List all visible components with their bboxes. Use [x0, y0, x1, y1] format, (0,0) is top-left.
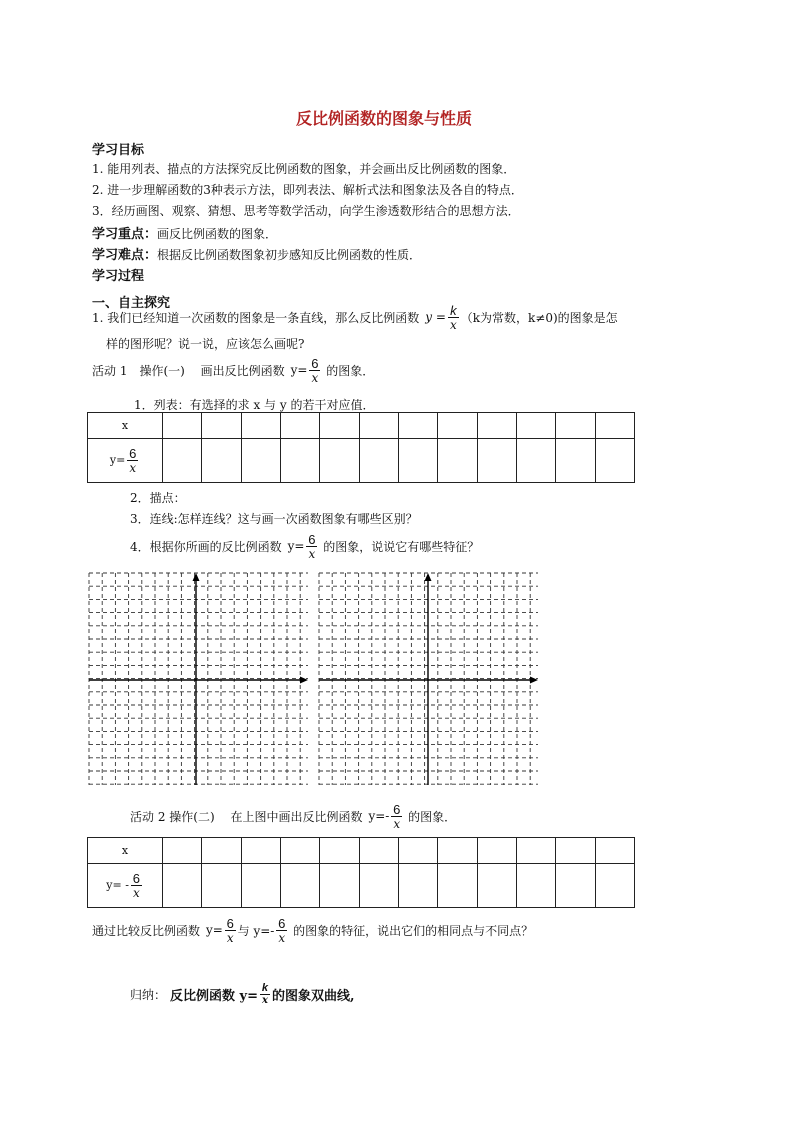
- table-cell[interactable]: [438, 413, 477, 439]
- table-y-fraction: [131, 872, 142, 899]
- difficulty-text: 根据反比例函数图象初步感知反比例函数的性质．: [157, 248, 422, 262]
- fraction-numerator: 6: [308, 531, 316, 547]
- table-row-y: [88, 439, 635, 483]
- table-cell[interactable]: [516, 838, 555, 864]
- table-cell[interactable]: [438, 864, 477, 908]
- fraction-numerator: 6: [278, 915, 286, 931]
- table-cell[interactable]: [595, 413, 634, 439]
- activity1-formula: y=: [290, 363, 308, 377]
- activity2-fraction: [391, 803, 402, 830]
- value-table-1: [87, 412, 635, 483]
- fraction-denominator: x: [226, 930, 234, 945]
- table-cell[interactable]: [202, 413, 241, 439]
- table-cell[interactable]: [202, 864, 241, 908]
- table-cell[interactable]: [241, 864, 280, 908]
- activity1-suffix: 的图象．: [326, 363, 375, 378]
- compare-line: [92, 910, 533, 950]
- table-cell[interactable]: [163, 413, 202, 439]
- table-cell[interactable]: [595, 838, 634, 864]
- table-y-formula: y=: [109, 453, 126, 467]
- table-row-x: [88, 413, 635, 439]
- question-1-text-a: 1. 我们已经知道一次函数的图象是一条直线，那么反比例函数: [92, 310, 420, 325]
- table-cell[interactable]: [280, 864, 319, 908]
- fraction-numerator: k: [261, 981, 269, 994]
- activity1-fraction: [309, 357, 320, 384]
- key-point-text: 画反比例函数的图象．: [157, 227, 278, 241]
- goal-item-2: 2. 进一步理解函数的3种表示方法，即列表法、解析式法和图象法及各自的特点．: [92, 183, 523, 197]
- table-cell[interactable]: [163, 864, 202, 908]
- activity1-step4-suffix: 的图象，说说它有哪些特征？: [323, 539, 480, 554]
- question-1-formula-y: y =: [425, 310, 446, 324]
- activity1-step1: 1．列表：有选择的求 x 与 y 的若干对应值．: [134, 398, 375, 412]
- difficulty-point: [92, 244, 421, 263]
- table-cell[interactable]: [280, 439, 319, 483]
- table-cell[interactable]: [398, 413, 437, 439]
- table-cell[interactable]: [438, 838, 477, 864]
- table-y-label: [88, 439, 163, 483]
- activity2-line: [130, 798, 456, 834]
- table-cell[interactable]: [556, 439, 595, 483]
- compare-suffix: 的图象的特征，说出它们的相同点与不同点？: [293, 923, 534, 938]
- table-row-y: [88, 864, 635, 908]
- table-cell[interactable]: [556, 864, 595, 908]
- table-cell[interactable]: [320, 838, 359, 864]
- table-cell[interactable]: [359, 413, 398, 439]
- compare-prefix: 通过比较反比例函数: [92, 923, 201, 938]
- fraction-denominator: x: [132, 886, 140, 900]
- fraction-denominator: x: [393, 816, 401, 831]
- table-cell[interactable]: [241, 439, 280, 483]
- activity1-step4: [130, 528, 479, 564]
- summary-line: [130, 978, 355, 1010]
- table-cell[interactable]: [595, 864, 634, 908]
- table-cell[interactable]: [438, 439, 477, 483]
- question-1-text-b: （k为常数，k≠0)的图象是怎: [460, 310, 618, 325]
- difficulty-label: 学习难点：: [92, 248, 158, 263]
- key-point-label: 学习重点：: [92, 227, 158, 242]
- summary-prefix: 反比例函数 y=: [170, 988, 258, 1004]
- activity1-step3: 3．连线:怎样连线？这与画一次函数图象有哪些区别？: [130, 512, 418, 526]
- fraction-numerator: 6: [129, 446, 137, 461]
- table-y-formula: y= -: [106, 878, 129, 892]
- fraction-numerator: 6: [311, 355, 319, 371]
- value-table-2: [87, 837, 635, 908]
- fraction-numerator: 6: [132, 871, 140, 886]
- summary-fraction: [260, 983, 270, 1006]
- table-cell[interactable]: [202, 838, 241, 864]
- table-cell[interactable]: [477, 413, 516, 439]
- table-cell[interactable]: [516, 439, 555, 483]
- table-cell[interactable]: [241, 838, 280, 864]
- activity2-suffix: 的图象．: [408, 809, 457, 824]
- table-cell[interactable]: [398, 864, 437, 908]
- table-cell[interactable]: [241, 413, 280, 439]
- table-y-fraction: [127, 447, 138, 474]
- question-1-line2: 样的图形呢？说一说，应该怎么画呢?: [106, 337, 305, 351]
- activity1-step4-formula: y=: [287, 539, 305, 553]
- table-cell[interactable]: [320, 413, 359, 439]
- table-cell[interactable]: [398, 439, 437, 483]
- compare-fraction-1: [225, 917, 236, 944]
- grid-2-x-axis-arrow: [530, 677, 538, 684]
- table-x-label: x: [88, 413, 163, 439]
- table-cell[interactable]: [280, 413, 319, 439]
- compare-formula-1: y=: [206, 923, 223, 937]
- fraction-numerator: 6: [393, 801, 401, 817]
- summary-suffix: 的图象双曲线,: [271, 988, 355, 1004]
- table-cell[interactable]: [163, 439, 202, 483]
- activity1-step2: 2．描点：: [130, 491, 186, 505]
- compare-mid: 与 y=-: [237, 923, 275, 938]
- question-1-line1: [92, 300, 618, 334]
- page-title: 反比例函数的图象与性质: [296, 109, 473, 128]
- grid-2-y-axis-arrow: [425, 573, 432, 581]
- section1-heading: 一、自主探究: [92, 296, 171, 311]
- table-cell[interactable]: [359, 864, 398, 908]
- question-1-fraction: [448, 304, 459, 331]
- goals-heading: 学习目标: [92, 143, 145, 158]
- table-cell[interactable]: [359, 838, 398, 864]
- grid-1-y-axis-arrow: [193, 573, 200, 581]
- table-x-label: x: [88, 838, 163, 864]
- process-heading: 学习过程: [92, 269, 145, 284]
- table-cell[interactable]: [516, 864, 555, 908]
- activity2-formula: y=-: [368, 809, 390, 823]
- goal-item-1: 1. 能用列表、描点的方法探究反比例函数的图象，并会画出反比例函数的图象．: [92, 162, 516, 176]
- table-cell[interactable]: [280, 838, 319, 864]
- summary-label: 归纳：: [130, 987, 167, 1002]
- fraction-denominator: x: [449, 317, 457, 332]
- table-cell[interactable]: [320, 439, 359, 483]
- goal-item-3: 3．经历画图、观察、猜想、思考等数学活动，向学生渗透数形结合的思想方法．: [92, 204, 520, 218]
- fraction-denominator: x: [278, 930, 286, 945]
- table-cell[interactable]: [477, 864, 516, 908]
- table-cell[interactable]: [595, 439, 634, 483]
- activity1-step4-prefix: 4．根据你所画的反比例函数: [130, 539, 282, 554]
- table-cell[interactable]: [398, 838, 437, 864]
- coordinate-grids: [0, 565, 794, 795]
- fraction-numerator: 6: [226, 915, 234, 931]
- table-cell[interactable]: [516, 413, 555, 439]
- grid-1-x-axis-arrow: [300, 677, 308, 684]
- table-cell[interactable]: [163, 838, 202, 864]
- fraction-numerator: k: [450, 302, 457, 318]
- table-cell[interactable]: [556, 838, 595, 864]
- table-cell[interactable]: [477, 439, 516, 483]
- fraction-denominator: x: [311, 370, 319, 385]
- activity2-prefix: 活动 2 操作(二) 在上图中画出反比例函数: [130, 809, 363, 824]
- fraction-denominator: x: [308, 546, 316, 561]
- activity1-line: [92, 352, 374, 388]
- key-point: [92, 223, 277, 242]
- activity1-prefix: 活动 1 操作(一) 画出反比例函数: [92, 363, 285, 378]
- table-cell[interactable]: [202, 439, 241, 483]
- table-cell[interactable]: [359, 439, 398, 483]
- table-cell[interactable]: [556, 413, 595, 439]
- table-cell[interactable]: [477, 838, 516, 864]
- fraction-denominator: x: [262, 994, 268, 1006]
- table-cell[interactable]: [320, 864, 359, 908]
- activity1-step4-fraction: [306, 533, 317, 560]
- compare-fraction-2: [276, 917, 287, 944]
- table-row-x: [88, 838, 635, 864]
- table-y-label: [88, 864, 163, 908]
- fraction-denominator: x: [129, 461, 137, 475]
